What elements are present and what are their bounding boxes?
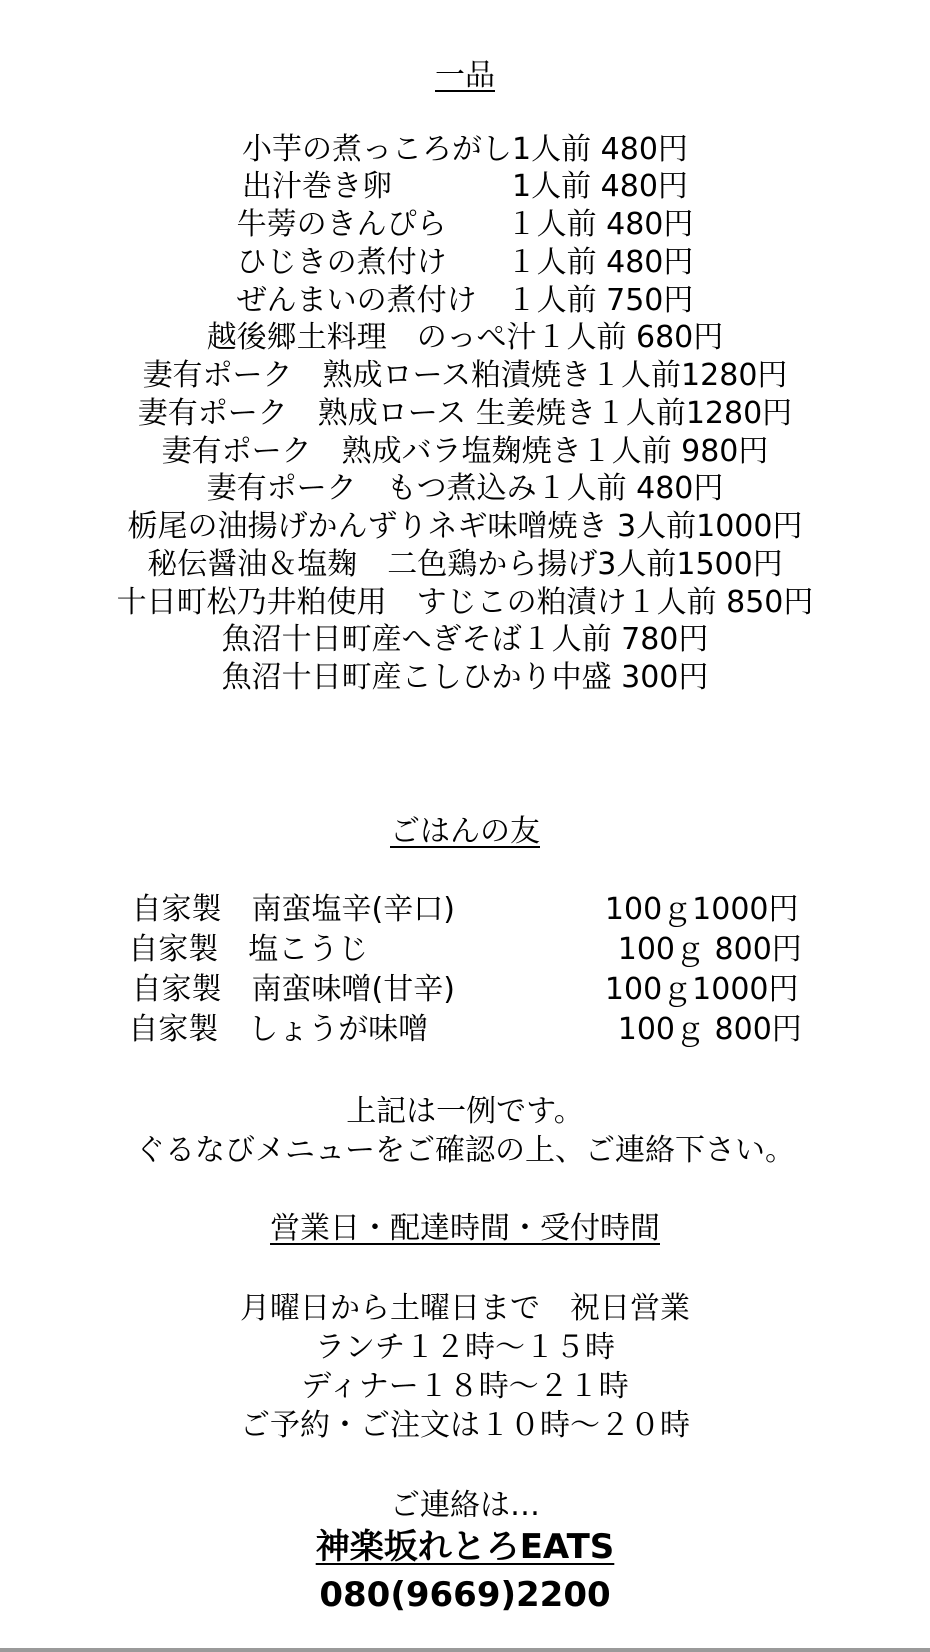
menu-item: 牛蒡のきんぴら １人前 480円: [236, 207, 694, 242]
hours-line: 月曜日から土曜日まで 祝日営業: [240, 1291, 690, 1326]
menu-item: ひじきの煮付け １人前 480円: [236, 245, 694, 280]
menu-item: 出汁巻き卵 1人前 480円: [242, 169, 688, 204]
side-dish-item: 自家製 南蛮塩辛(辛口) 100ｇ1000円: [131, 892, 799, 927]
hours-line: ランチ１２時〜１５時: [315, 1330, 615, 1365]
menu-item: 妻有ポーク もつ煮込み１人前 480円: [206, 471, 724, 506]
section-heading-hours: 営業日・配達時間・受付時間: [270, 1211, 660, 1246]
menu-item: 越後郷土料理 のっぺ汁１人前 680円: [206, 320, 724, 355]
section-heading-gohan: ごはんの友: [390, 814, 540, 849]
menu-item: 魚沼十日町産こしひかり中盛 300円: [221, 660, 709, 695]
side-dish-item: 自家製 しょうが味噌 100ｇ 800円: [128, 1012, 802, 1047]
note-line: ぐるなびメニューをご確認の上、ご連絡下さい。: [135, 1133, 795, 1168]
menu-item: 妻有ポーク 熟成バラ塩麹焼き１人前 980円: [161, 434, 769, 469]
menu-item: 魚沼十日町産へぎそば１人前 780円: [221, 622, 709, 657]
hours-line: ご予約・ご注文は１０時〜２０時: [240, 1408, 690, 1443]
menu-item: 妻有ポーク 熟成ロース粕漬焼き１人前1280円: [142, 358, 788, 393]
note-line: 上記は一例です。: [346, 1094, 584, 1129]
side-dish-item: 自家製 塩こうじ 100ｇ 800円: [128, 932, 802, 967]
menu-item: 十日町松乃井粕使用 すじこの粕漬け１人前 850円: [116, 585, 814, 620]
bottom-divider: [0, 1648, 930, 1652]
side-dish-item: 自家製 南蛮味噌(甘辛) 100ｇ1000円: [131, 972, 799, 1007]
hours-line: ディナー１８時〜２１時: [301, 1369, 629, 1404]
section-heading-ippin: 一品: [435, 58, 495, 93]
menu-item: 妻有ポーク 熟成ロース 生姜焼き１人前1280円: [137, 396, 793, 431]
menu-item: 栃尾の油揚げかんずりネギ味噌焼き 3人前1000円: [127, 509, 803, 544]
menu-item: ぜんまいの煮付け １人前 750円: [236, 283, 694, 318]
phone-number: 080(9669)2200: [319, 1575, 611, 1615]
menu-item: 秘伝醤油＆塩麹 二色鶏から揚げ3人前1500円: [147, 547, 783, 582]
contact-intro: ご連絡は…: [390, 1488, 540, 1523]
menu-item: 小芋の煮っころがし1人前 480円: [242, 132, 688, 167]
shop-name: 神楽坂れとろEATS: [315, 1527, 615, 1567]
